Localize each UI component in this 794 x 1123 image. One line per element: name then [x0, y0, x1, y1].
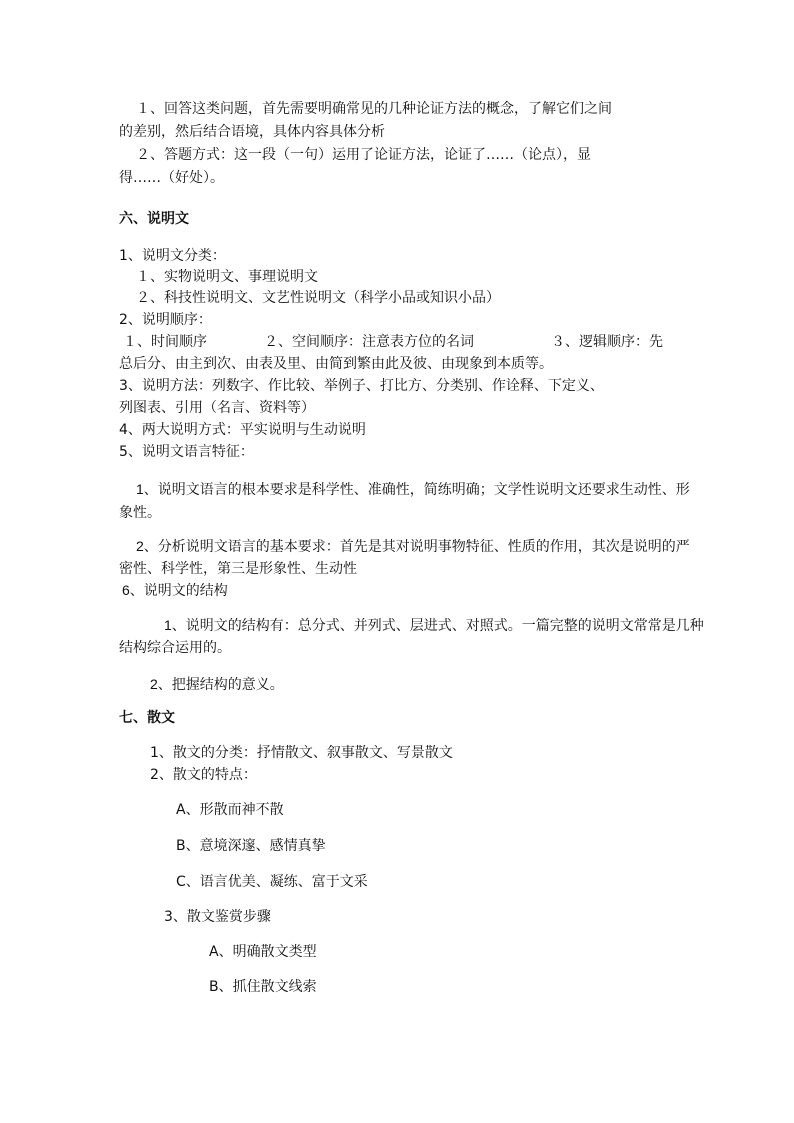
list-item: C、语言优美、凝练、富于文采 — [176, 874, 368, 890]
list-item: ３、逻辑顺序：先 — [551, 334, 663, 350]
list-item: 5、说明文语言特征： — [119, 444, 254, 460]
list-item: 总后分、由主到次、由表及里、由简到繁由此及彼、由现象到本质等。 — [119, 356, 553, 372]
list-item: 2、散文的特点： — [150, 767, 257, 783]
paragraph-line: １、回答这类问题，首先需要明确常见的几种论证方法的概念，了解它们之间 — [136, 101, 612, 117]
paragraph-line: 2、分析说明文语言的基本要求：首先是其对说明事物特征、性质的作用，其次是说明的严 — [136, 538, 690, 554]
list-item: １、实物说明文、事理说明文 — [136, 269, 318, 285]
list-item: B、抓住散文线索 — [209, 979, 317, 995]
paragraph-line: ２、答题方式：这一段（一句）运用了论证方法，论证了……（论点），显 — [136, 147, 591, 163]
paragraph-line: 结构综合运用的。 — [119, 639, 231, 655]
list-item: 2、说明顺序： — [119, 312, 212, 328]
paragraph-line: 的差别，然后结合语境，具体内容具体分析 — [119, 124, 385, 140]
list-item: 3、说明方法：列数字、作比较、举例子、打比方、分类别、作诠释、下定义、 — [119, 378, 604, 394]
paragraph-line: 密性、科学性，第三是形象性、生动性 — [119, 560, 357, 576]
list-item: 6、说明文的结构 — [122, 582, 228, 598]
paragraph-line: 象性。 — [119, 504, 161, 520]
list-item: １、时间顺序 — [123, 334, 207, 350]
list-item: B、意境深邃、感情真挚 — [176, 838, 326, 854]
list-item: 1、散文的分类：抒情散文、叙事散文、写景散文 — [150, 745, 453, 761]
paragraph-line: 得……（好处）。 — [119, 170, 224, 186]
section-heading-expository: 六、说明文 — [119, 211, 189, 227]
list-item: A、形散而神不散 — [176, 802, 284, 818]
list-item: 4、两大说明方式：平实说明与生动说明 — [119, 422, 366, 438]
list-item: 1、说明文分类： — [119, 248, 226, 264]
section-heading-prose: 七、散文 — [119, 710, 175, 726]
list-item: 2、把握结构的意义。 — [150, 676, 284, 692]
paragraph-line: 1、说明文语言的根本要求是科学性、准确性，简练明确；文学性说明文还要求生动性、形 — [136, 481, 690, 497]
list-item: ２、空间顺序：注意表方位的名词 — [264, 334, 474, 350]
paragraph-line: 1、说明文的结构有：总分式、并列式、层进式、对照式。一篇完整的说明文常常是几种 — [164, 617, 704, 633]
list-item: 列图表、引用（名言、资料等） — [119, 400, 315, 416]
list-item: 3、散文鉴赏步骤 — [164, 909, 271, 925]
list-item: ２、科技性说明文、文艺性说明文（科学小品或知识小品） — [136, 290, 500, 306]
list-item: A、明确散文类型 — [209, 944, 317, 960]
